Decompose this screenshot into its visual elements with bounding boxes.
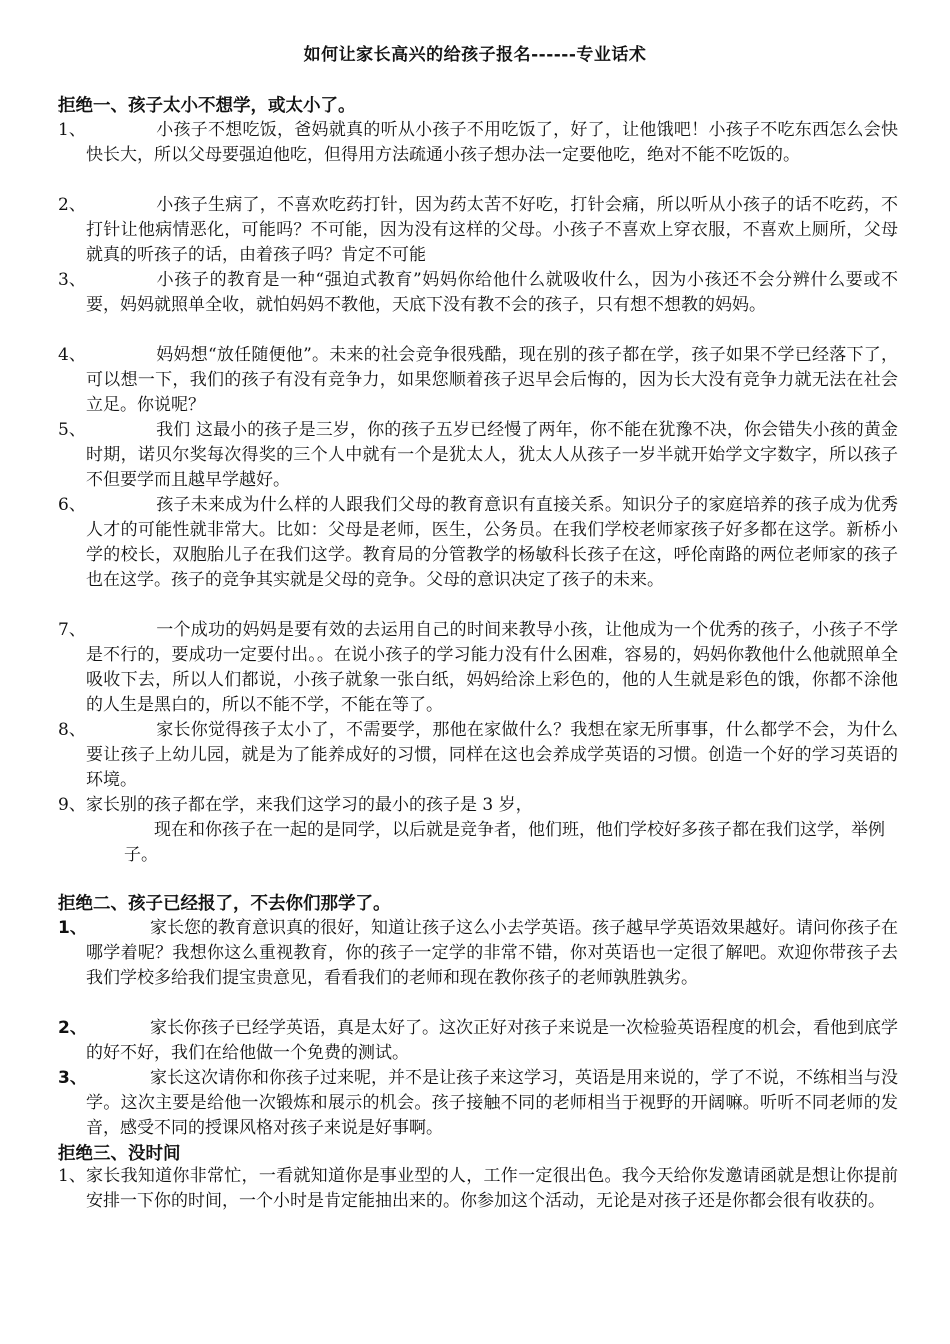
item-text-wrap <box>86 618 898 718</box>
item-text-wrap <box>86 1164 898 1214</box>
item-text: 家长这次请你和你孩子过来呢，并不是让孩子来这学习，英语是用来说的，学了不说，不练相当与没学。这次主要是给他一次锻炼和展示的机会。孩子接触不同的老师相当于视野的开阔嘛。听听不同老师的发音，感受不同的授课风格对孩子来说是好事啊。 <box>86 1068 898 1138</box>
item-text: 家长您的教育意识真的很好，知道让孩子这么小去学英语。孩子越早学英语效果越好。请问你孩子在哪学着呢？我想你这么重视教育，你的孩子一定学的非常不错，你对英语也一定很了解吧。欢迎你带孩子去我们学校多给我们提宝贵意见，看看我们的老师和现在教你孩子的老师孰胜孰劣。 <box>86 918 898 988</box>
item-text-wrap <box>86 1016 898 1066</box>
list-item <box>58 118 898 168</box>
item-text-wrap <box>86 268 898 318</box>
item-text-wrap <box>86 793 898 818</box>
item-text-wrap <box>86 418 898 493</box>
list-item <box>58 1066 898 1141</box>
item-number: 7、 <box>58 620 86 640</box>
list-item <box>58 268 898 318</box>
item-text: 家长你孩子已经学英语，真是太好了。这次正好对孩子来说是一次检验英语程度的机会，看他到底学的好不好，我们在给他做一个免费的测试。 <box>86 1018 898 1063</box>
list-item <box>58 1164 898 1214</box>
list-item <box>58 343 898 418</box>
item-text: 小孩子生病了，不喜欢吃药打针，因为药太苦不好吃，打针会痛，所以听从小孩子的话不吃药，不打针让他病情恶化，可能吗？不可能，因为没有这样的父母。小孩子不喜欢上穿衣服，不喜欢上厕所，父母就真的听孩子的话，由着孩子吗？肯定不可能 <box>86 195 898 265</box>
item-number: 6、 <box>58 495 86 515</box>
item-number: 3、 <box>58 1068 87 1088</box>
document-title: 如何让家长高兴的给孩子报名------专业话术 <box>303 45 647 65</box>
list-item <box>58 1016 898 1066</box>
list-item <box>58 193 898 268</box>
item-text: 一个成功的妈妈是要有效的去运用自己的时间来教导小孩，让他成为一个优秀的孩子，小孩子不学是不行的，要成功一定要付出。。在说小孩子的学习能力没有什么困难，容易的，妈妈你教他什么他就照单全吸收下去，所以人们都说，小孩子就象一张白纸，妈妈给涂上彩色的，他的人生就是彩色的饿，你都不涂他的人生是黑白的，所以不能不学，不能在等了。 <box>86 620 898 715</box>
item-text: 我们 这最小的孩子是三岁，你的孩子五岁已经慢了两年，你不能在犹豫不决，你会错失小孩的黄金时期，诺贝尔奖每次得奖的三个人中就有一个是犹太人，犹太人从孩子一岁半就开始学文字数字，所以孩子不但要学而且越早学越好。 <box>86 420 898 490</box>
item-text-wrap <box>86 118 898 168</box>
item-text-wrap <box>86 493 898 593</box>
list-item <box>58 418 898 493</box>
item-text: 家长别的孩子都在学，来我们这学习的最小的孩子是 3 岁， <box>86 795 533 815</box>
item-text-wrap <box>86 718 898 793</box>
item-number: 5、 <box>58 420 86 440</box>
item-text: 小孩子不想吃饭，爸妈就真的听从小孩子不用吃饭了，好了，让他饿吧！小孩子不吃东西怎么会快快长大，所以父母要强迫他吃，但得用方法疏通小孩子想办法一定要他吃，绝对不能不吃饭的。 <box>86 120 898 165</box>
list-item <box>58 493 898 593</box>
list-item <box>58 793 898 818</box>
section-heading-2: 拒绝二、孩子已经报了，不去你们那学了。 <box>58 894 391 914</box>
item-text: 孩子未来成为什么样的人跟我们父母的教育意识有直接关系。知识分子的家庭培养的孩子成为优秀人才的可能性就非常大。比如：父母是老师，医生，公务员。在我们学校老师家孩子好多都在这学。新桥小学的校长，双胞胎儿子在我们这学。教育局的分管教学的杨敏科长孩子在这，呼伦南路的两位老师家的孩子也在这学。孩子的竞争其实就是父母的竞争。父母的意识决定了孩子的未来。 <box>86 495 898 590</box>
item-text-wrap <box>86 343 898 418</box>
section-heading-3: 拒绝三、没时间 <box>58 1144 181 1164</box>
item-number: 2、 <box>58 195 86 215</box>
item-text: 小孩子的教育是一种“强迫式教育”妈妈你给他什么就吸收什么，因为小孩还不会分辨什么要或不要，妈妈就照单全收，就怕妈妈不教他，天底下没有教不会的孩子，只有想不想教的妈妈。 <box>86 270 898 315</box>
list-item <box>58 718 898 793</box>
item-text: 家长我知道你非常忙，一看就知道你是事业型的人，工作一定很出色。我今天给你发邀请函就是想让你提前安排一下你的时间，一个小时是肯定能抽出来的。你参加这个活动，无论是对孩子还是你都会很有收获的。 <box>86 1166 898 1211</box>
item-text: 妈妈想“放任随便他”。未来的社会竞争很残酷，现在别的孩子都在学，孩子如果不学已经落下了，可以想一下，我们的孩子有没有竞争力，如果您顺着孩子迟早会后悔的，因为长大没有竞争力就无法在社会立足。你说呢？ <box>86 345 898 415</box>
list-item <box>58 618 898 718</box>
item-number: 1、 <box>58 1166 86 1186</box>
list-item <box>58 916 898 991</box>
item-continuation: 现在和你孩子在一起的是同学，以后就是竞争者，他们班，他们学校好多孩子都在我们这学，举例子。 <box>124 820 885 865</box>
item-number: 1、 <box>58 120 86 140</box>
item-number: 3、 <box>58 270 86 290</box>
item-number: 2、 <box>58 1018 87 1038</box>
item-number: 4、 <box>58 345 86 365</box>
item-text-wrap <box>86 1066 898 1141</box>
item-text-wrap <box>86 193 898 268</box>
section-heading-1: 拒绝一、孩子太小不想学，或太小了。 <box>58 96 356 116</box>
item-number: 8、 <box>58 720 86 740</box>
item-number: 1、 <box>58 918 87 938</box>
item-text-wrap <box>86 916 898 991</box>
item-text: 家长你觉得孩子太小了，不需要学，那他在家做什么？我想在家无所事事，什么都学不会，为什么要让孩子上幼儿园，就是为了能养成好的习惯，同样在这也会养成学英语的习惯。创造一个好的学习英语的环境。 <box>86 720 898 790</box>
item-number: 9、 <box>58 795 86 815</box>
